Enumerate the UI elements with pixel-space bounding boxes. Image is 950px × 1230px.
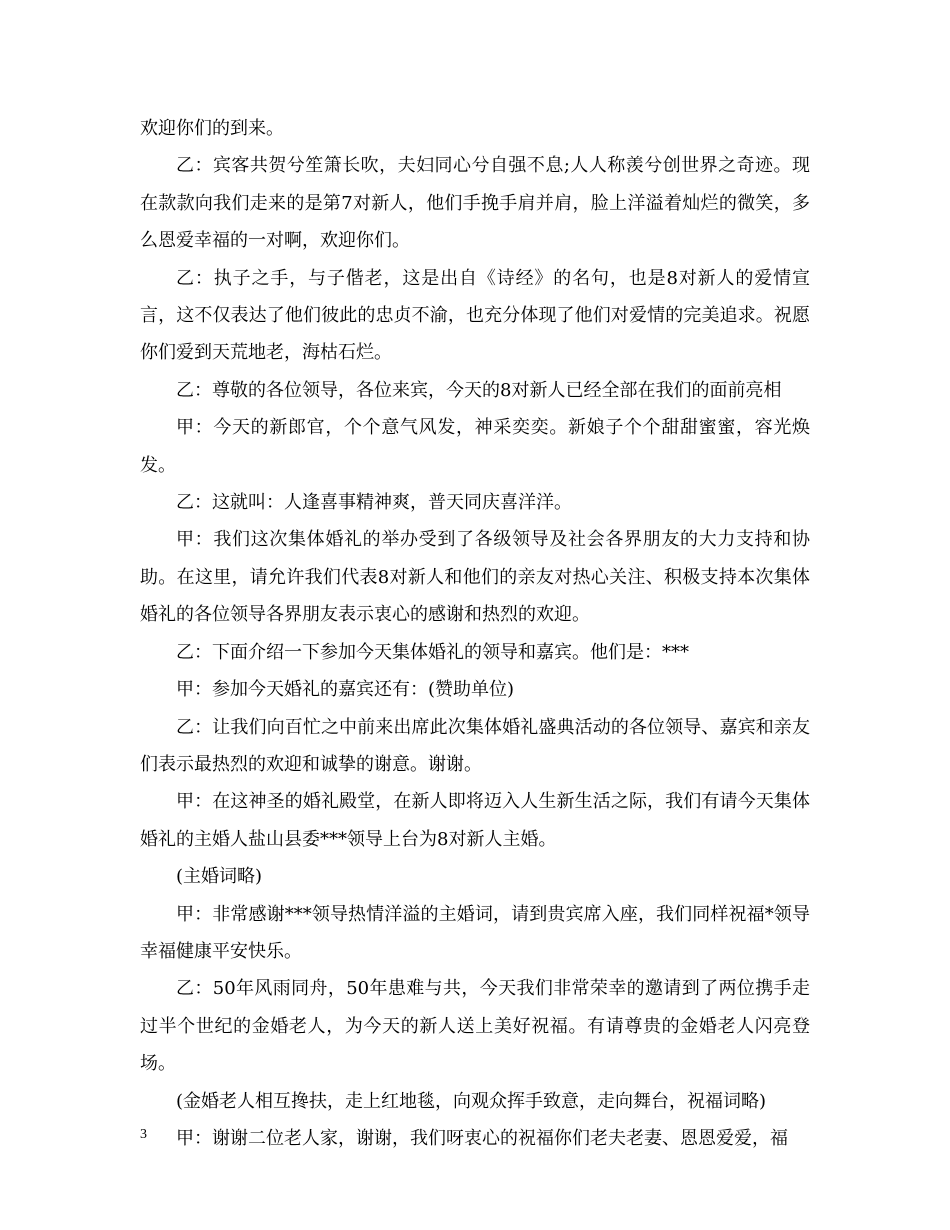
paragraph: 乙：执子之手，与子偕老，这是出自《诗经》的名句，也是8对新人的爱情宣言，这不仅表达了他们彼此的忠贞不渝，也充分体现了他们对爱情的完美追求。祝愿你们爱到天荒地老，海枯石烂。 bbox=[140, 267, 810, 364]
paragraph: 甲：在这神圣的婚礼殿堂，在新人即将迈入人生新生活之际，我们有请今天集体婚礼的主婚人盐山县委***领导上台为8对新人主婚。 bbox=[140, 791, 810, 850]
paragraph: 乙：让我们向百忙之中前来出席此次集体婚礼盛典活动的各位领导、嘉宾和亲友们表示最热烈的欢迎和诚挚的谢意。谢谢。 bbox=[140, 716, 810, 775]
paragraph: 甲：今天的新郎官，个个意气风发，神采奕奕。新娘子个个甜甜蜜蜜，容光焕发。 bbox=[140, 417, 810, 476]
paragraph: 乙：宾客共贺兮笙箫长吹，夫妇同心兮自强不息;人人称羡兮创世界之奇迹。现在款款向我们走来的是第7对新人，他们手挽手肩并肩，脸上洋溢着灿烂的微笑，多么恩爱幸福的一对啊，欢迎你们。 bbox=[140, 155, 810, 252]
paragraph: 乙：尊敬的各位领导，各位来宾，今天的8对新人已经全部在我们的面前亮相 bbox=[176, 379, 782, 401]
paragraph: (金婚老人相互搀扶，走上红地毯，向观众挥手致意，走向舞台，祝福词略) bbox=[176, 1090, 767, 1112]
paragraph: 甲：非常感谢***领导热情洋溢的主婚词，请到贵宾席入座，我们同样祝福*领导幸福健康平安快乐。 bbox=[140, 903, 810, 962]
paragraph: 乙：这就叫：人逢喜事精神爽，普天同庆喜洋洋。 bbox=[176, 492, 572, 514]
paragraph: 乙：下面介绍一下参加今天集体婚礼的领导和嘉宾。他们是：*** bbox=[176, 641, 689, 663]
paragraph: 乙：50年风雨同舟，50年患难与共，今天我们非常荣幸的邀请到了两位携手走过半个世纪的金婚老人，为今天的新人送上美好祝福。有请尊贵的金婚老人闪亮登场。 bbox=[140, 978, 810, 1075]
paragraph: 甲：我们这次集体婚礼的举办受到了各级领导及社会各界朋友的大力支持和协助。在这里，请允许我们代表8对新人和他们的亲友对热心关注、积极支持本次集体婚礼的各位领导各界朋友表示衷心的感谢和热烈的欢迎。 bbox=[140, 529, 810, 626]
paragraph: (主婚词略) bbox=[176, 866, 263, 888]
paragraph: 欢迎你们的到来。 bbox=[140, 118, 284, 139]
paragraph: 甲：参加今天婚礼的嘉宾还有：(赞助单位) bbox=[176, 679, 515, 701]
paragraph: 甲：谢谢二位老人家，谢谢，我们呀衷心的祝福你们老夫老妻、恩恩爱爱，福 bbox=[176, 1127, 788, 1149]
page-number: 3 bbox=[140, 1127, 147, 1142]
document-body bbox=[140, 110, 810, 1157]
